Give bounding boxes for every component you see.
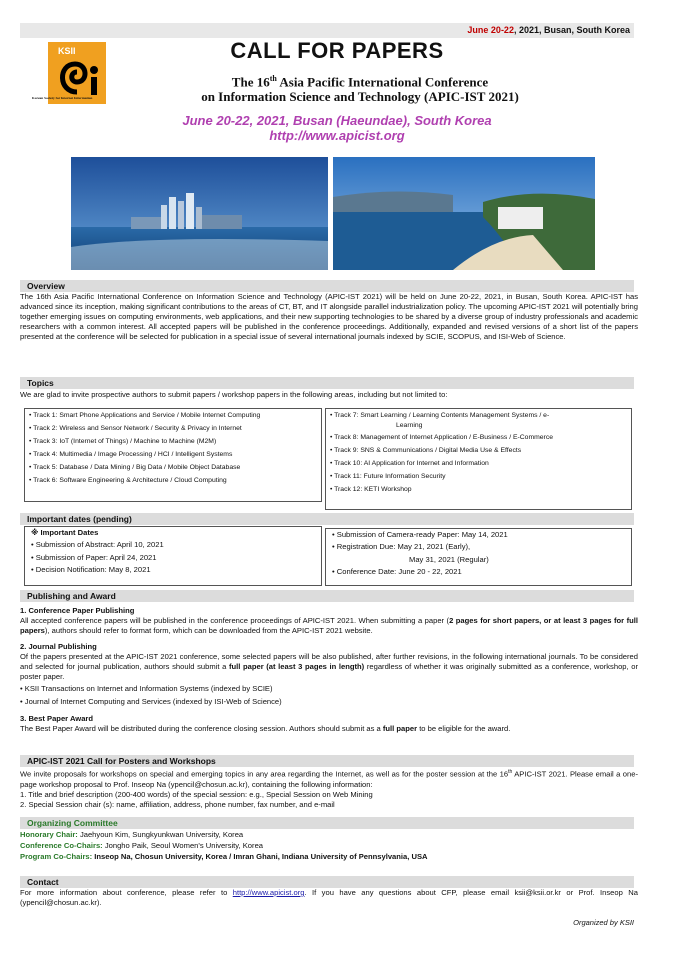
track-item: • Track 2: Wireless and Sensor Network / Security & Privacy in Internet: [29, 425, 242, 432]
dates-left-list: [24, 526, 322, 586]
track-item: • Track 11: Future Information Security: [330, 473, 446, 480]
track-item: • Track 8: Management of Internet Application / E-Business / E-Commerce: [330, 434, 553, 441]
subheading-journal-publishing: 2. Journal Publishing: [20, 642, 97, 651]
committee-row: Program Co-Chairs: Inseop Na, Chosun University, Korea / Imran Ghani, Indiana University of Pennsylvania, USA: [20, 852, 428, 861]
journal-item: • KSII Transactions on Internet and Information Systems (indexed by SCIE): [20, 684, 273, 693]
track-item: • Track 3: IoT (Internet of Things) / Machine to Machine (M2M): [29, 438, 217, 445]
date-item: • Submission of Camera-ready Paper: May 14, 2021: [332, 530, 508, 539]
track-item: • Track 10: AI Application for Internet and Information: [330, 460, 489, 467]
venue-date-location: June 20-22, 2021, Busan (Haeundae), South Korea: [182, 113, 492, 128]
track-item: • Track 6: Software Engineering & Architecture / Cloud Computing: [29, 477, 227, 484]
website-link[interactable]: http://www.apicist.org: [232, 888, 305, 897]
section-header-overview: Overview: [20, 280, 634, 292]
subheading-best-paper: 3. Best Paper Award: [20, 714, 94, 723]
section-header-dates: Important dates (pending): [20, 513, 634, 525]
best-paper-text: The Best Paper Award will be distributed during the conference closing session. Authors should submit as a full paper to be eligible for the award.: [20, 724, 511, 733]
date-highlight: June 20-22: [467, 25, 514, 35]
date-location: , 2021, Busan, South Korea: [513, 25, 630, 35]
date-item-continued: May 31, 2021 (Regular): [409, 554, 489, 564]
section-header-committee: Organizing Committee: [20, 817, 634, 829]
dates-subtitle: ※ Important Dates: [31, 528, 99, 537]
logo-caption: Korean Society for Internet Information: [32, 96, 93, 100]
track-item: • Track 7: Smart Learning / Learning Contents Management Systems / e-: [330, 412, 550, 419]
subheading-conference-publishing: 1. Conference Paper Publishing: [20, 606, 135, 615]
track-item: • Track 12: KETI Workshop: [330, 486, 412, 493]
date-item: • Conference Date: June 20 - 22, 2021: [332, 567, 462, 577]
footer-organizer: Organized by KSII: [573, 918, 634, 927]
date-item: • Submission of Paper: April 24, 2021: [31, 552, 157, 562]
committee-row: Conference Co-Chairs: Jongho Paik, Seoul Women's University, Korea: [20, 841, 264, 850]
journal-publishing-text: Of the papers presented at the APIC-IST 2021 conference, some selected papers will be also published, after further revisions, in the following international journals. To be considered and selected for journal publication, authors should submit a full paper (at least 3 pages in length) regardless of whether it was originally submitted as a conference, workshop, or poster paper.: [20, 652, 638, 681]
tracks-left-list: [24, 408, 322, 502]
conference-publishing-text: All accepted conference papers will be published in the conference proceedings of APIC-IST 2021. When submitting a paper (2 pages for short papers, or at least 3 pages for full papers), authors should refer to format form, which can be downloaded from the APIC-IST 2021 website.: [20, 616, 638, 635]
committee-row: Honorary Chair: Jaehyoun Kim, Sungkyunkwan University, Korea: [20, 830, 244, 839]
venue-url[interactable]: http://www.apicist.org: [269, 128, 405, 143]
track-item: • Track 9: SNS & Communications / Digital Media Use & Effects: [330, 447, 522, 454]
section-header-workshops: APIC-IST 2021 Call for Posters and Workshops: [20, 755, 634, 767]
track-item: • Track 4: Multimedia / Image Processing / HCI / Intelligent Systems: [29, 451, 233, 458]
busan-skyline-photo: [71, 157, 328, 270]
venue-info: [0, 113, 674, 143]
journal-item: • Journal of Internet Computing and Services (indexed by ISI-Web of Science): [20, 697, 282, 706]
tracks-right-list: [325, 408, 632, 510]
dates-right-list: [325, 528, 632, 586]
date-item: • Decision Notification: May 8, 2021: [31, 565, 151, 575]
section-header-publishing: Publishing and Award: [20, 590, 634, 602]
topics-intro: We are glad to invite prospective authors to submit papers / workshop papers in the following areas, including but not limited to:: [20, 390, 448, 399]
workshops-text: We invite proposals for workshops on special and emerging topics in any area regarding the Internet, as well as for the poster session at the 16th APIC-IST 2021. Please email a one-page workshop proposal to Prof. Inseop Na (ypencil@chosun.ac.kr), containing the following information: 1. Title and brief description (200-400 words) of the special session: e.g., Special Session on Web Mining 2. Special Session chair (s): name, affiliation, address, phone number, fax number, and e-mail: [20, 769, 638, 809]
busan-coast-photo: [333, 157, 595, 270]
section-header-contact: Contact: [20, 876, 634, 888]
track-item: • Track 1: Smart Phone Applications and Service / Mobile Internet Computing: [29, 412, 261, 419]
date-item: • Registration Due: May 21, 2021 (Early),: [332, 542, 471, 552]
header-date-bar: [20, 23, 634, 38]
conference-name: The 16th Asia Pacific International Conference on Information Science and Technology (APIC-IST 2021): [201, 74, 519, 105]
committee-list: [20, 830, 638, 862]
section-header-topics: Topics: [20, 377, 634, 389]
publishing-section: [20, 606, 638, 734]
svg-text:KSII: KSII: [58, 46, 76, 56]
date-item: • Submission of Abstract: April 10, 2021: [31, 540, 164, 550]
contact-text: For more information about conference, please refer to http://www.apicist.org. If you have any questions about CFP, please email ksii@ksii.or.kr or Prof. Inseop Na (ypencil@chosun.ac.kr).: [20, 888, 638, 907]
track-item: • Track 5: Database / Data Mining / Big Data / Mobile Object Database: [29, 464, 241, 471]
track-item-continued: Learning: [396, 422, 423, 429]
overview-text: The 16th Asia Pacific International Conference on Information Science and Technology (APIC-IST 2021) will be held on June 20-22, 2021, in Busan, South Korea. APIC-IST has advanced since its inception, making significant contributions to the areas of CT, BT, and IT alongside parallel industrialization policy. The upcoming APIC-IST 2021 will potentially bring together emerging issues on computing environments, web applications, and their new supporting technologies to be shared by a diverse group of industry professionals and academic researchers with a common interest. All accepted papers will be published in the conference proceedings. Additionally, expanded and revised versions of a short list of the papers presented at the conference will be selected for publication in a special issue of several international journals indexed by SCIE, SCOPUS, and ISI-Web of Science.: [20, 292, 638, 341]
page-title: CALL FOR PAPERS: [230, 38, 444, 63]
